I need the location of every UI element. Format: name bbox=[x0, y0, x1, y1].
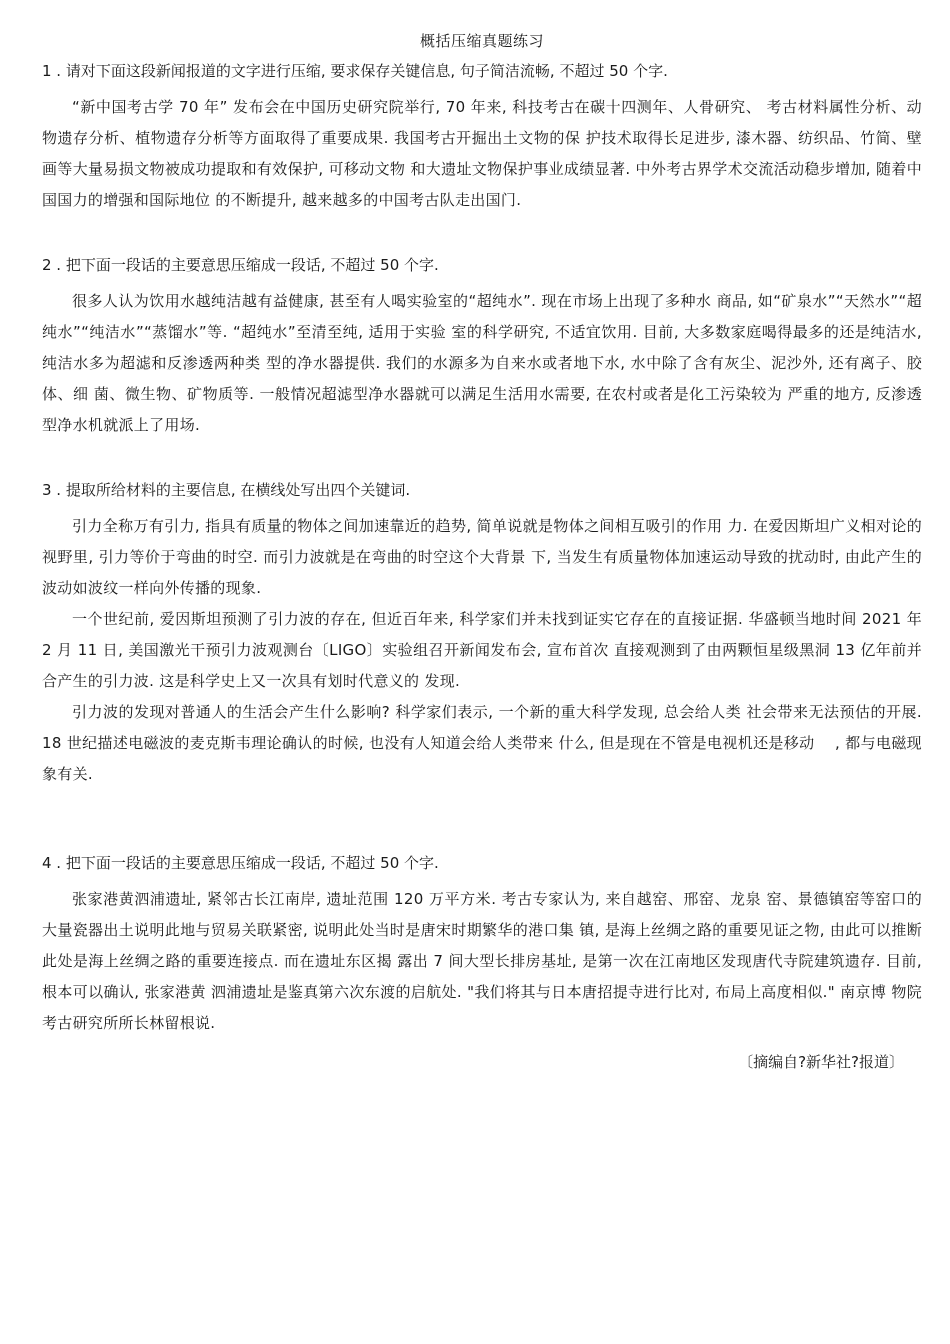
question-paragraph: 引力波的发现对普通人的生活会产生什么影响? 科学家们表示, 一个新的重大科学发现, 总会给人类 社会带来无法预估的开展. 18 世纪描述电磁波的麦克斯韦理论确认的时候, 也没有人知道会给人类带来 什么, 但是现在不管是电视机还是移动 , 都与电磁现象有关. bbox=[42, 703, 922, 783]
question-paragraph: 一个世纪前, 爱因斯坦预测了引力波的存在, 但近百年来, 科学家们并未找到证实它存在的直接证据. 华盛顿当地时间 2021 年 2 月 11 日, 美国激光干预引力波观测台〔LIGO〕实验组召开新闻发布会, 宣布首次 直接观测到了由两颗恒星级黑洞 13 亿年前并合产生的引力波. 这是科学史上又一次具有划时代意义的 发现. bbox=[42, 610, 922, 690]
section-spacer bbox=[42, 216, 922, 254]
question-prompt: 2 . 把下面一段话的主要意思压缩成一段话, 不超过 50 个字. bbox=[42, 256, 439, 274]
question-paragraph: 引力全称万有引力, 指具有质量的物体之间加速靠近的趋势, 简单说就是物体之间相互吸引的作用 力. 在爱因斯坦广义相对论的视野里, 引力等价于弯曲的时空. 而引力波就是在弯曲的时空这个大背景 下, 当发生有质量物体加速运动导致的扰动时, 由此产生的波动如波纹一样向外传播的现象. bbox=[42, 517, 922, 597]
question-4 bbox=[42, 852, 922, 1073]
question-prompt: 1 . 请对下面这段新闻报道的文字进行压缩, 要求保存关键信息, 句子简洁流畅, 不超过 50 个字. bbox=[42, 62, 668, 80]
section-spacer bbox=[42, 441, 922, 479]
question-3 bbox=[42, 479, 922, 790]
question-paragraph: 很多人认为饮用水越纯洁越有益健康, 甚至有人喝实验室的“超纯水”. 现在市场上出现了多种水 商品, 如“矿泉水”“天然水”“超纯水”“纯洁水”“蒸馏水”等. “超纯水”至清至纯, 适用于实验 室的科学研究, 不适宜饮用. 目前, 大多数家庭喝得最多的还是纯洁水, 纯洁水多为超滤和反渗透两种类 型的净水器提供. 我们的水源多为自来水或者地下水, 水中除了含有灰尘、泥沙外, 还有离子、胶体、细 菌、微生物、矿物质等. 一般情况超滤型净水器就可以满足生活用水需要, 在农村或者是化工污染较为 严重的地方, 反渗透型净水机就派上了用场. bbox=[42, 292, 922, 434]
question-prompt: 4 . 把下面一段话的主要意思压缩成一段话, 不超过 50 个字. bbox=[42, 854, 439, 872]
question-2 bbox=[42, 254, 922, 441]
section-spacer bbox=[42, 790, 922, 852]
question-1 bbox=[42, 60, 922, 216]
document-title: 概括压缩真题练习 bbox=[419, 32, 544, 50]
question-paragraph: “新中国考古学 70 年” 发布会在中国历史研究院举行, 70 年来, 科技考古在碳十四测年、人骨研究、 考古材料属性分析、动物遗存分析、植物遗存分析等方面取得了重要成果. 我国考古开掘出土文物的保 护技术取得长足进步, 漆木器、纺织品、竹简、壁画等大量易损文物被成功提取和有效保护, 可移动文物 和大遗址文物保护事业成绩显著. 中外考古界学术交流活动稳步增加, 随着中国国力的增强和国际地位 的不断提升, 越来越多的中国考古队走出国门. bbox=[42, 98, 922, 209]
question-paragraph: 张家港黄泗浦遗址, 紧邻古长江南岸, 遗址范围 120 万平方米. 考古专家认为, 来自越窑、邢窑、龙泉 窑、景德镇窑等窑口的大量瓷器出土说明此地与贸易关联紧密, 说明此处当时是唐宋时期繁华的港口集 镇, 是海上丝绸之路的重要见证之物, 由此可以推断此处是海上丝绸之路的重要连接点. 而在遗址东区揭 露出 7 间大型长排房基址, 是第一次在江南地区发现唐代寺院建筑遗存. 目前, 根本可以确认, 张家港黄 泗浦遗址是鉴真第六次东渡的启航处. "我们将其与日本唐招提寺进行比对, 布局上高度相似." 南京博 物院考古研究所所长林留根说. bbox=[42, 890, 922, 1032]
document-page bbox=[42, 30, 922, 1073]
question-prompt: 3 . 提取所给材料的主要信息, 在横线处写出四个关键词. bbox=[42, 481, 411, 499]
source-citation: 〔摘编自?新华社?报道〕 bbox=[738, 1053, 904, 1071]
